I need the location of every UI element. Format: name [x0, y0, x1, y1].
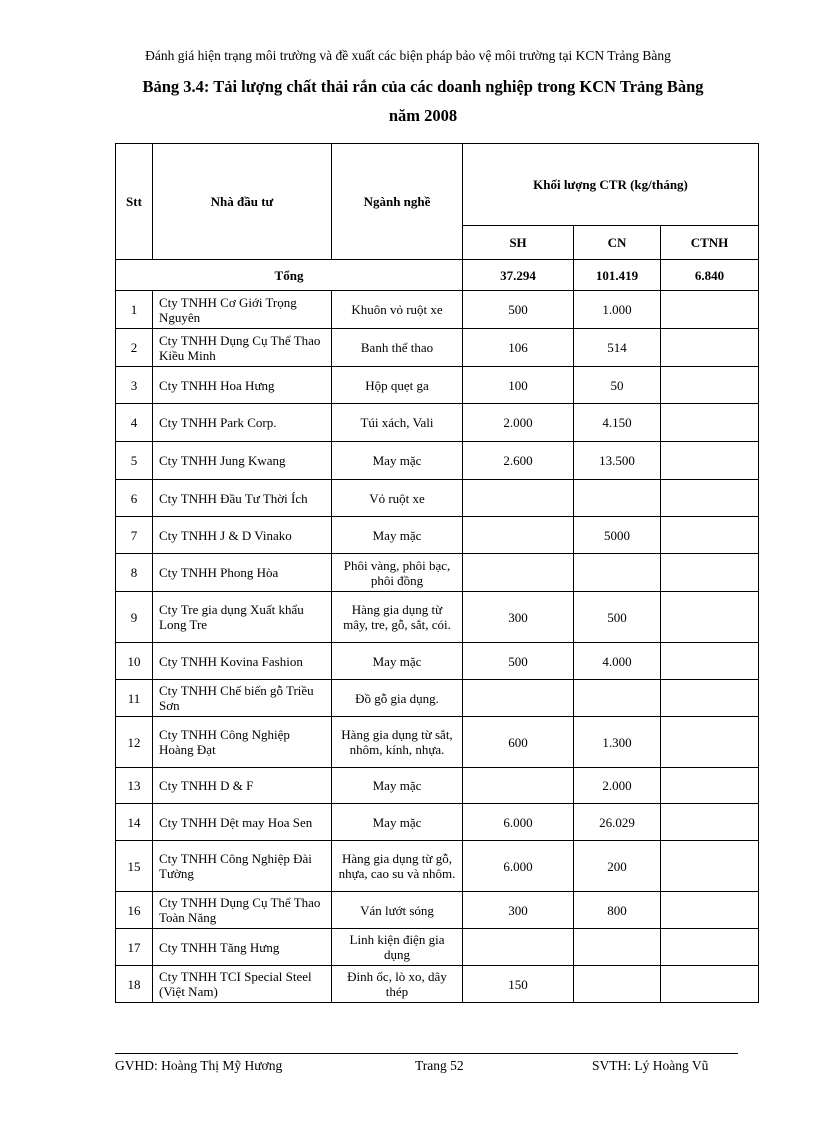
cell-ctnh [661, 592, 759, 643]
cell-sh [463, 554, 574, 592]
table-row [116, 892, 759, 929]
cell-sh [463, 680, 574, 717]
table-row [116, 480, 759, 517]
cell-stt: 2 [116, 329, 153, 367]
cell-investor: Cty TNHH Dệt may Hoa Sen [153, 804, 332, 841]
table-title [96, 72, 750, 130]
cell-cn [574, 929, 661, 966]
cell-sh: 300 [463, 892, 574, 929]
cell-ctnh [661, 804, 759, 841]
cell-stt: 11 [116, 680, 153, 717]
cell-sh [463, 929, 574, 966]
cell-industry: Linh kiện điện gia dụng [332, 929, 463, 966]
cell-ctnh [661, 480, 759, 517]
cell-sh: 500 [463, 643, 574, 680]
cell-investor: Cty TNHH Cơ Giới Trọng Nguyên [153, 291, 332, 329]
table-row [116, 367, 759, 404]
cell-cn: 1.000 [574, 291, 661, 329]
cell-stt: 7 [116, 517, 153, 554]
cell-cn [574, 480, 661, 517]
cell-sh [463, 517, 574, 554]
total-row [116, 260, 759, 291]
cell-investor: Cty TNHH Đầu Tư Thời Ích [153, 480, 332, 517]
table-row [116, 442, 759, 480]
cell-cn: 26.029 [574, 804, 661, 841]
cell-ctnh [661, 717, 759, 768]
cell-stt: 15 [116, 841, 153, 892]
table-row [116, 804, 759, 841]
cell-ctnh [661, 329, 759, 367]
cell-ctnh [661, 367, 759, 404]
total-cn: 101.419 [574, 260, 661, 291]
cell-stt: 12 [116, 717, 153, 768]
total-label: Tổng [116, 260, 463, 291]
cell-sh: 6.000 [463, 841, 574, 892]
table-row [116, 291, 759, 329]
footer-svth: SVTH: Lý Hoàng Vũ [592, 1058, 709, 1073]
cell-sh: 600 [463, 717, 574, 768]
cell-stt: 4 [116, 404, 153, 442]
cell-investor: Cty TNHH D & F [153, 768, 332, 804]
cell-cn: 1.300 [574, 717, 661, 768]
table-row [116, 329, 759, 367]
footer-page-number: Trang 52 [415, 1058, 464, 1073]
cell-cn: 4.000 [574, 643, 661, 680]
cell-industry: May mặc [332, 768, 463, 804]
cell-stt: 9 [116, 592, 153, 643]
header-stt: Stt [116, 144, 153, 260]
table-row [116, 680, 759, 717]
cell-sh [463, 480, 574, 517]
header-investor: Nhà đầu tư [153, 144, 332, 260]
cell-industry: Hàng gia dụng từ mây, tre, gỗ, sắt, cói. [332, 592, 463, 643]
cell-cn [574, 680, 661, 717]
table-row [116, 841, 759, 892]
cell-industry: Vỏ ruột xe [332, 480, 463, 517]
cell-investor: Cty TNHH TCI Special Steel (Việt Nam) [153, 966, 332, 1003]
cell-sh: 2.600 [463, 442, 574, 480]
cell-cn: 2.000 [574, 768, 661, 804]
table-title-line-1: Bảng 3.4: Tải lượng chất thải rắn của các doanh nghiệp trong KCN Trảng Bàng [142, 77, 704, 96]
cell-ctnh [661, 554, 759, 592]
cell-investor: Cty TNHH Công Nghiệp Hoàng Đạt [153, 717, 332, 768]
cell-sh: 150 [463, 966, 574, 1003]
header-industry: Ngành nghề [332, 144, 463, 260]
cell-sh: 106 [463, 329, 574, 367]
cell-sh [463, 768, 574, 804]
cell-industry: Hộp quẹt ga [332, 367, 463, 404]
cell-cn: 13.500 [574, 442, 661, 480]
footer-gvhd: GVHD: Hoàng Thị Mỹ Hương [115, 1058, 283, 1073]
cell-industry: Hàng gia dụng từ gỗ, nhựa, cao su và nhôm. [332, 841, 463, 892]
cell-ctnh [661, 841, 759, 892]
cell-sh: 100 [463, 367, 574, 404]
cell-investor: Cty Tre gia dụng Xuất khẩu Long Tre [153, 592, 332, 643]
cell-cn: 5000 [574, 517, 661, 554]
cell-stt: 8 [116, 554, 153, 592]
cell-investor: Cty TNHH Phong Hòa [153, 554, 332, 592]
cell-ctnh [661, 966, 759, 1003]
cell-cn [574, 966, 661, 1003]
cell-industry: Ván lướt sóng [332, 892, 463, 929]
cell-stt: 10 [116, 643, 153, 680]
cell-sh: 500 [463, 291, 574, 329]
total-ctnh: 6.840 [661, 260, 759, 291]
cell-investor: Cty TNHH Kovina Fashion [153, 643, 332, 680]
header-ctnh: CTNH [661, 226, 759, 260]
cell-industry: Phôi vàng, phôi bạc, phôi đồng [332, 554, 463, 592]
cell-ctnh [661, 404, 759, 442]
table-row [116, 517, 759, 554]
cell-industry: May mặc [332, 442, 463, 480]
table-header-row [116, 144, 759, 226]
cell-cn: 50 [574, 367, 661, 404]
cell-stt: 1 [116, 291, 153, 329]
cell-ctnh [661, 291, 759, 329]
cell-investor: Cty TNHH Hoa Hưng [153, 367, 332, 404]
table-row [116, 643, 759, 680]
cell-industry: Hàng gia dụng từ sắt, nhôm, kính, nhựa. [332, 717, 463, 768]
table-row [116, 592, 759, 643]
cell-stt: 18 [116, 966, 153, 1003]
cell-stt: 13 [116, 768, 153, 804]
solid-waste-table [115, 143, 759, 1003]
cell-investor: Cty TNHH Dụng Cụ Thể Thao Toàn Năng [153, 892, 332, 929]
cell-industry: Banh thể thao [332, 329, 463, 367]
cell-ctnh [661, 929, 759, 966]
cell-industry: Khuôn vỏ ruột xe [332, 291, 463, 329]
header-volume: Khối lượng CTR (kg/tháng) [463, 144, 759, 226]
cell-cn: 200 [574, 841, 661, 892]
cell-investor: Cty TNHH Chế biến gỗ Triều Sơn [153, 680, 332, 717]
cell-ctnh [661, 892, 759, 929]
cell-industry: Đinh ốc, lò xo, dây thép [332, 966, 463, 1003]
cell-stt: 5 [116, 442, 153, 480]
cell-sh: 2.000 [463, 404, 574, 442]
cell-investor: Cty TNHH Tăng Hưng [153, 929, 332, 966]
cell-industry: Túi xách, Vali [332, 404, 463, 442]
cell-investor: Cty TNHH Dụng Cụ Thể Thao Kiều Minh [153, 329, 332, 367]
cell-industry: May mặc [332, 517, 463, 554]
cell-ctnh [661, 442, 759, 480]
cell-investor: Cty TNHH Park Corp. [153, 404, 332, 442]
cell-industry: Đồ gỗ gia dụng. [332, 680, 463, 717]
cell-stt: 3 [116, 367, 153, 404]
header-cn: CN [574, 226, 661, 260]
cell-cn [574, 554, 661, 592]
cell-stt: 17 [116, 929, 153, 966]
cell-sh: 6.000 [463, 804, 574, 841]
table-row [116, 768, 759, 804]
cell-ctnh [661, 643, 759, 680]
running-header: Đánh giá hiện trạng môi trường và đề xuất các biện pháp bảo vệ môi trường tại KCN Trảng Bàng [145, 48, 671, 63]
cell-ctnh [661, 517, 759, 554]
cell-stt: 14 [116, 804, 153, 841]
cell-sh: 300 [463, 592, 574, 643]
cell-investor: Cty TNHH J & D Vinako [153, 517, 332, 554]
table-row [116, 966, 759, 1003]
cell-stt: 6 [116, 480, 153, 517]
table-row [116, 929, 759, 966]
cell-stt: 16 [116, 892, 153, 929]
table-row [116, 554, 759, 592]
cell-ctnh [661, 680, 759, 717]
table-row [116, 404, 759, 442]
cell-investor: Cty TNHH Jung Kwang [153, 442, 332, 480]
table-title-line-2: năm 2008 [388, 106, 458, 125]
cell-cn: 4.150 [574, 404, 661, 442]
header-sh: SH [463, 226, 574, 260]
table-row [116, 717, 759, 768]
total-sh: 37.294 [463, 260, 574, 291]
cell-cn: 500 [574, 592, 661, 643]
cell-investor: Cty TNHH Công Nghiệp Đài Tường [153, 841, 332, 892]
cell-cn: 800 [574, 892, 661, 929]
cell-industry: May mặc [332, 643, 463, 680]
footer-rule [115, 1053, 738, 1054]
cell-industry: May mặc [332, 804, 463, 841]
cell-cn: 514 [574, 329, 661, 367]
cell-ctnh [661, 768, 759, 804]
